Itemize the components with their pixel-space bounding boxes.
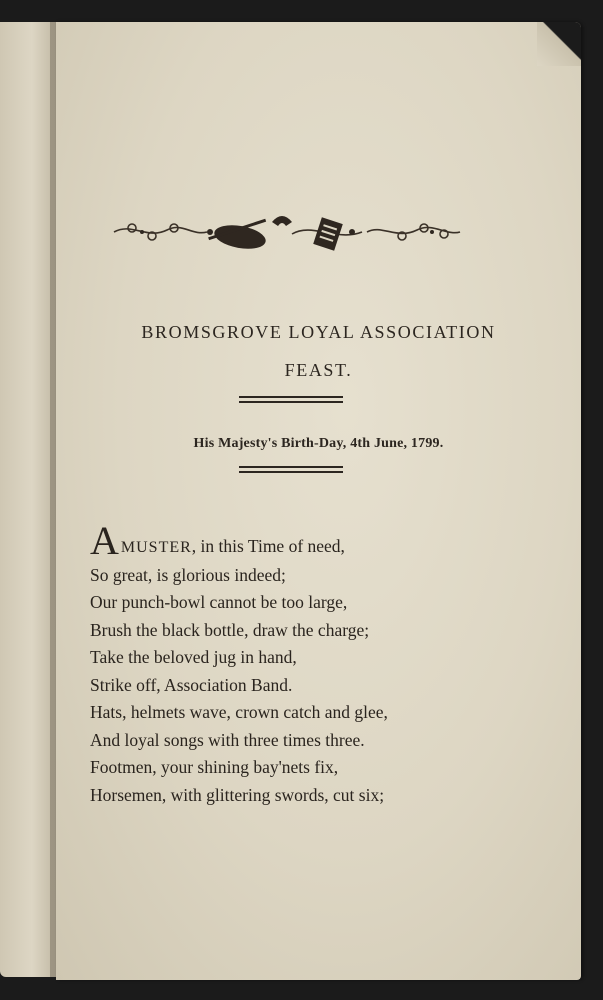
drop-cap: A (90, 518, 119, 563)
page-title-line-1: BROMSGROVE LOYAL ASSOCIATION (141, 322, 496, 342)
verse-line: Take the beloved jug in hand, (90, 647, 297, 667)
verse-line: Strike off, Association Band. (90, 674, 293, 695)
folded-corner (537, 22, 581, 66)
verse-line: Footmen, your shining bay'nets fix, (90, 757, 339, 777)
bottom-double-rule (239, 466, 343, 476)
verse-line: Brush the black bottle, draw the charge; (90, 619, 370, 640)
page-title-line-2: FEAST. (284, 360, 353, 380)
opening-word: MUSTER (120, 539, 192, 556)
floral-ornament-icon (112, 202, 462, 262)
verse-line: Our punch-bowl cannot be too large, (90, 592, 348, 612)
first-line-rest: , in this Time of need, (191, 536, 345, 556)
verse-line (90, 518, 560, 563)
poem-stanza (90, 518, 560, 809)
verse-line: So great, is glorious indeed; (90, 564, 286, 585)
verse-line: And loyal songs with three times three. (90, 729, 365, 750)
verse-line: Horsemen, with glittering swords, cut six; (90, 784, 385, 805)
book-page (56, 22, 581, 980)
verse-line: Hats, helmets wave, crown catch and glee, (90, 702, 388, 722)
top-double-rule (239, 396, 343, 406)
subtitle: His Majesty's Birth-Day, 4th June, 1799. (193, 436, 444, 451)
